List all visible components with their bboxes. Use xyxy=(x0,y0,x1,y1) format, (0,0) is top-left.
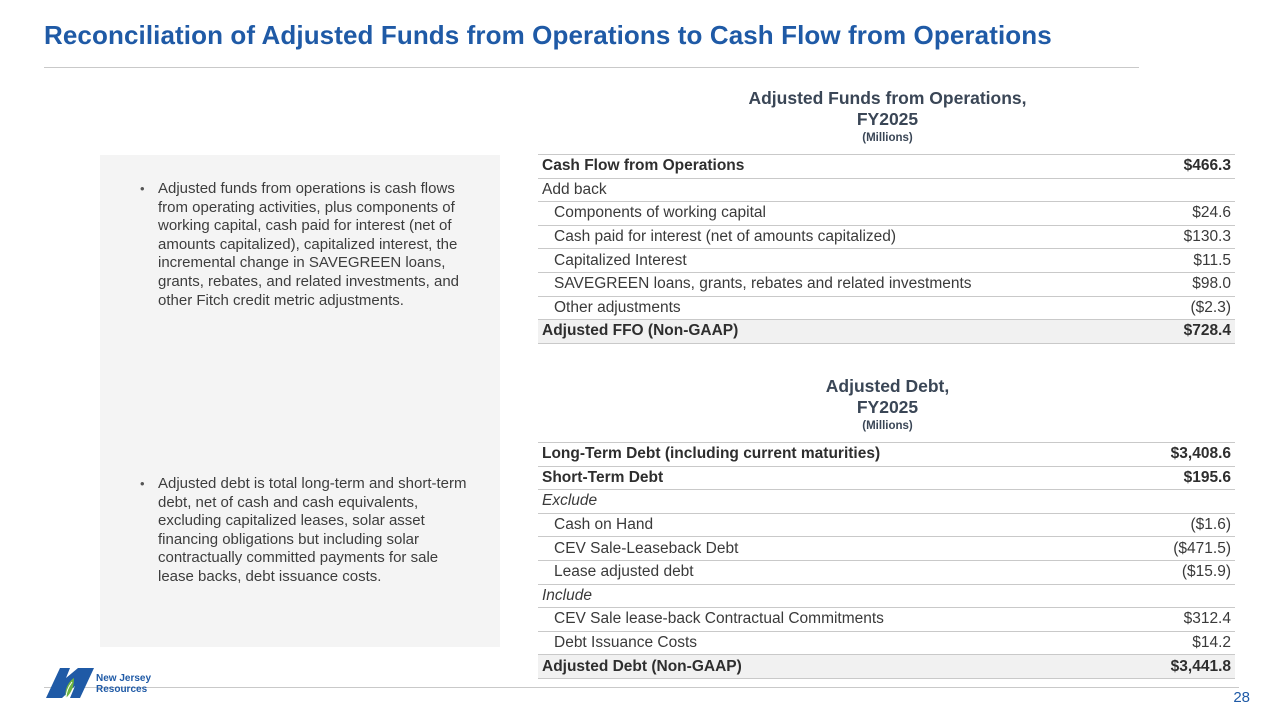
row-value: ($1.6) xyxy=(1121,513,1235,537)
table-total-row xyxy=(538,320,1235,344)
bullet-adjusted-debt xyxy=(140,475,470,587)
table-row xyxy=(538,202,1235,226)
table-row xyxy=(538,155,1235,179)
row-value: $312.4 xyxy=(1121,608,1235,632)
row-value: $98.0 xyxy=(1157,272,1235,296)
debt-table-title-line2: FY2025 xyxy=(856,397,919,417)
row-value: $11.5 xyxy=(1157,249,1235,273)
row-label: Adjusted FFO (Non-GAAP) xyxy=(538,320,1157,344)
page-number: 28 xyxy=(1233,689,1250,706)
bullet-glyph: • xyxy=(140,181,145,196)
definitions-panel xyxy=(100,155,500,647)
row-label: Other adjustments xyxy=(538,296,1157,320)
ffo-table xyxy=(538,154,1235,344)
row-value xyxy=(1121,490,1235,514)
table-row xyxy=(538,584,1235,608)
row-value xyxy=(1157,178,1235,202)
row-label: Lease adjusted debt xyxy=(538,560,1121,584)
table-row xyxy=(538,513,1235,537)
row-label: Debt Issuance Costs xyxy=(538,631,1121,655)
table-row xyxy=(538,178,1235,202)
row-value: $195.6 xyxy=(1121,466,1235,490)
row-value: $466.3 xyxy=(1157,155,1235,179)
row-value: ($15.9) xyxy=(1121,560,1235,584)
row-label: Cash paid for interest (net of amounts capitalized) xyxy=(538,225,1157,249)
slide-title: Reconciliation of Adjusted Funds from Operations to Cash Flow from Operations xyxy=(44,20,1052,50)
ffo-table-header xyxy=(540,88,1235,146)
row-label: Short-Term Debt xyxy=(538,466,1121,490)
ffo-table-title-line1: Adjusted Funds from Operations, xyxy=(748,88,1027,108)
footer-divider xyxy=(44,687,1239,688)
bullet-text: Adjusted funds from operations is cash flows from operating activities, plus components of working capital, cash paid for interest (net of amounts capitalized), capitalized interest, the incremental change in SAVEGREEN loans, grants, rebates, and related investments, and other Fitch credit metric adjustments. xyxy=(158,180,460,309)
row-value: ($471.5) xyxy=(1121,537,1235,561)
row-label: Add back xyxy=(538,178,1157,202)
row-label: Cash on Hand xyxy=(538,513,1121,537)
table-row xyxy=(538,631,1235,655)
row-value xyxy=(1121,584,1235,608)
bullet-glyph: • xyxy=(140,476,145,491)
table-row xyxy=(538,249,1235,273)
table-row xyxy=(538,560,1235,584)
table-row xyxy=(538,443,1235,467)
table-row xyxy=(538,225,1235,249)
logo-line2: Resources xyxy=(96,684,148,695)
row-value: ($2.3) xyxy=(1157,296,1235,320)
row-label: CEV Sale-Leaseback Debt xyxy=(538,537,1121,561)
table-row xyxy=(538,608,1235,632)
row-label: Include xyxy=(538,584,1121,608)
table-row xyxy=(538,296,1235,320)
debt-table-header xyxy=(540,376,1235,434)
debt-table xyxy=(538,442,1235,679)
row-value: $14.2 xyxy=(1121,631,1235,655)
row-label: Capitalized Interest xyxy=(538,249,1157,273)
row-label: Cash Flow from Operations xyxy=(538,155,1157,179)
ffo-table-units: (Millions) xyxy=(862,132,913,144)
new-jersey-resources-logo-icon xyxy=(44,664,96,700)
row-label: Exclude xyxy=(538,490,1121,514)
row-label: SAVEGREEN loans, grants, rebates and related investments xyxy=(538,272,1157,296)
row-value: $728.4 xyxy=(1157,320,1235,344)
row-value: $3,441.8 xyxy=(1121,655,1235,679)
table-total-row xyxy=(538,655,1235,679)
table-row xyxy=(538,490,1235,514)
row-label: CEV Sale lease-back Contractual Commitments xyxy=(538,608,1121,632)
row-label: Adjusted Debt (Non-GAAP) xyxy=(538,655,1121,679)
title-divider xyxy=(44,67,1139,68)
logo-line1: New Jersey xyxy=(96,673,152,684)
debt-table-units: (Millions) xyxy=(862,420,913,432)
table-row xyxy=(538,537,1235,561)
table-row xyxy=(538,466,1235,490)
bullet-adjusted-ffo xyxy=(140,180,470,310)
debt-table-title-line1: Adjusted Debt, xyxy=(825,376,950,396)
row-value: $24.6 xyxy=(1157,202,1235,226)
bullet-text: Adjusted debt is total long-term and short-term debt, net of cash and cash equivalents, excluding capitalized leases, solar asset financing obligations but including solar contractually committed payments for sale lease backs, debt issuance costs. xyxy=(158,475,467,585)
row-value: $3,408.6 xyxy=(1121,443,1235,467)
ffo-table-title-line2: FY2025 xyxy=(856,109,919,129)
logo-wordmark xyxy=(96,673,151,695)
row-label: Long-Term Debt (including current maturities) xyxy=(538,443,1121,467)
table-row xyxy=(538,272,1235,296)
row-value: $130.3 xyxy=(1157,225,1235,249)
row-label: Components of working capital xyxy=(538,202,1157,226)
